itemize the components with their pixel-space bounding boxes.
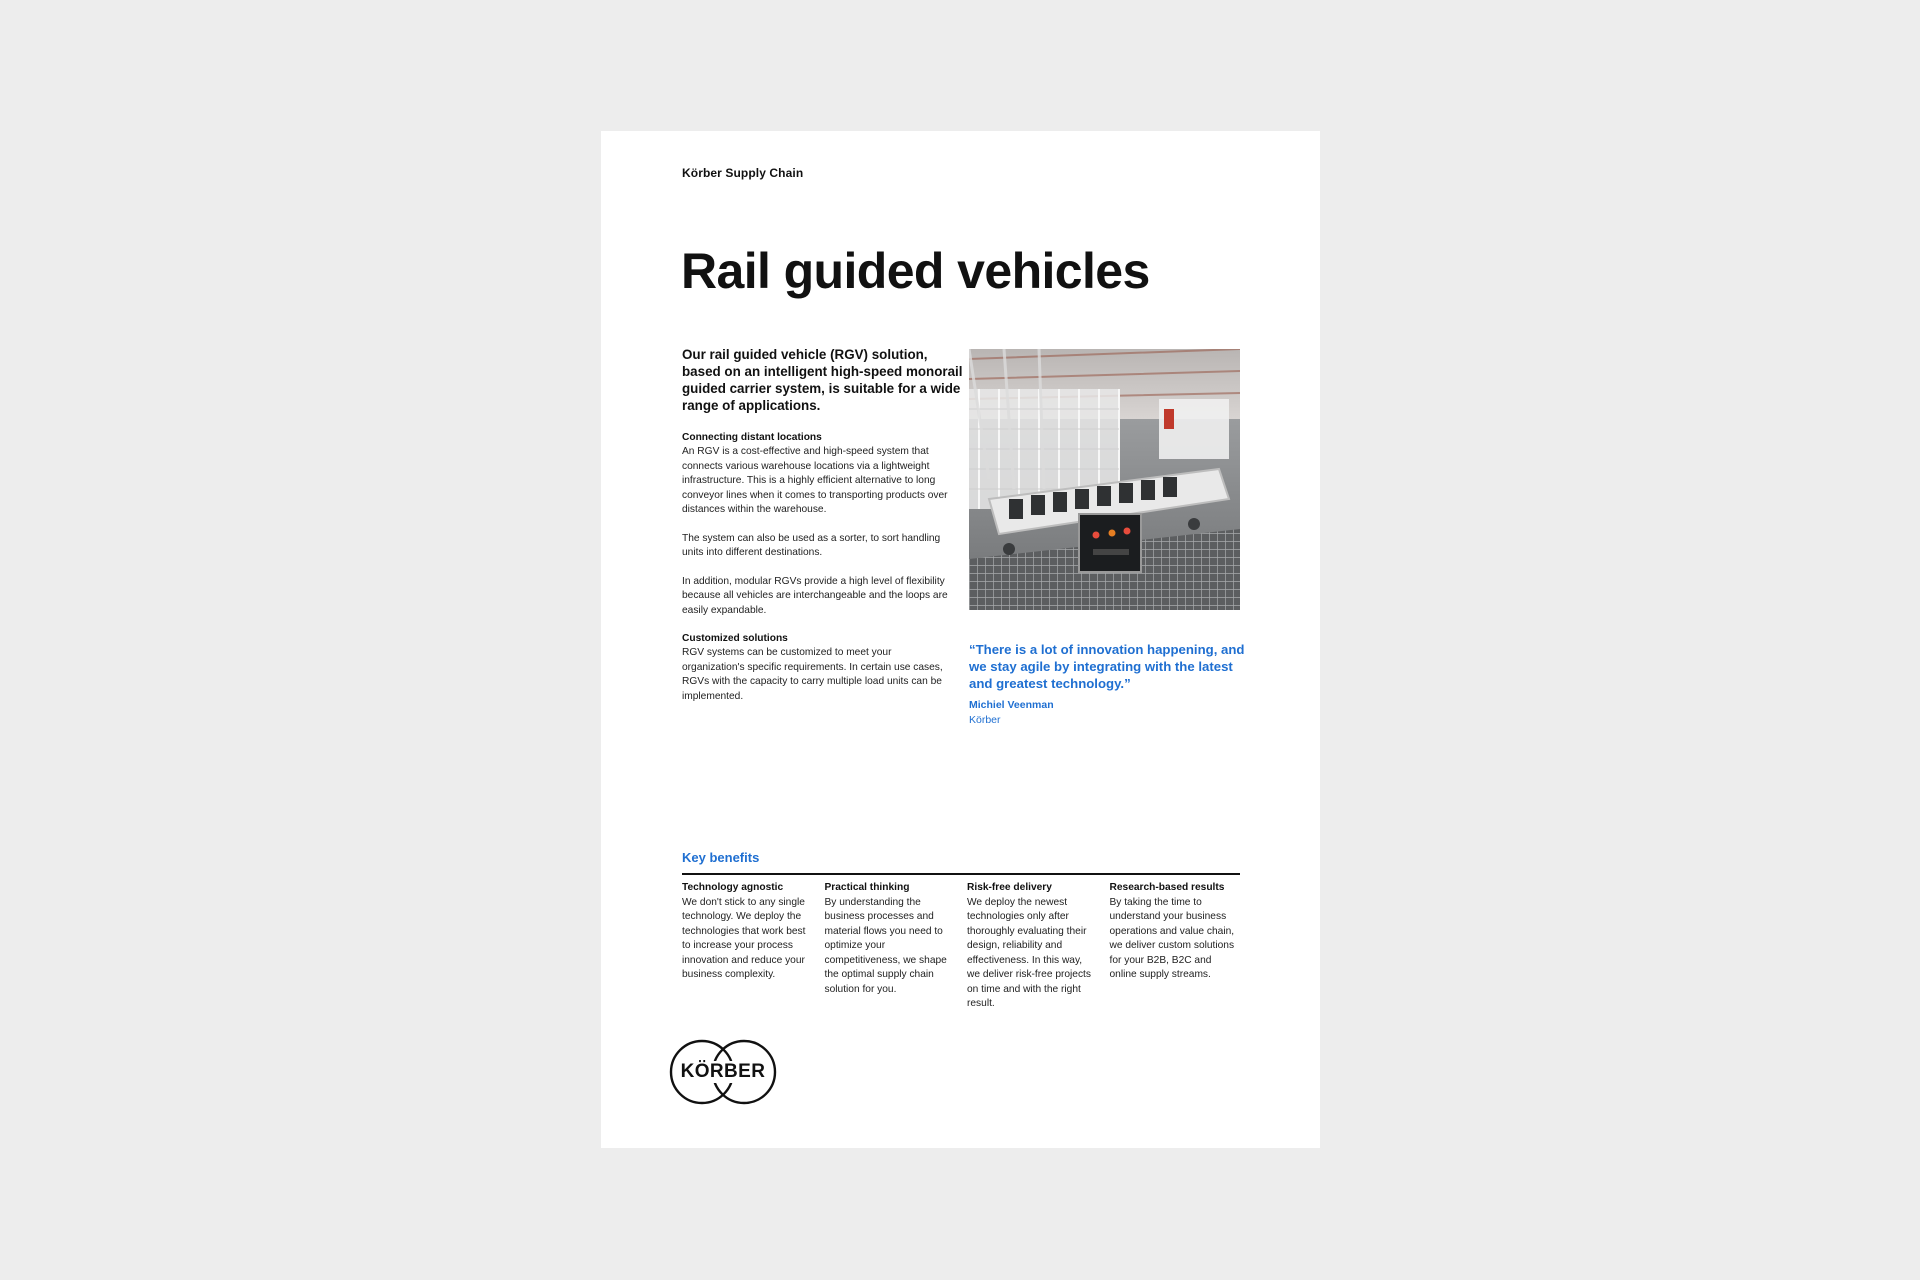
- brochure-page: [601, 131, 1320, 1148]
- section-paragraph: An RGV is a cost-effective and high-speed system that connects various warehouse locations via a lightweight infrastructure. This is a highly efficient alternative to long conveyor lines when it comes to transporting products over distances within the warehouse.: [682, 446, 948, 515]
- section-heading-customized: Customized solutions: [682, 633, 788, 644]
- benefit-item: [825, 881, 968, 1012]
- key-benefits-divider: [682, 873, 1240, 875]
- benefit-heading: Risk-free delivery: [967, 882, 1052, 893]
- key-benefits-title: Key benefits: [682, 850, 760, 865]
- korber-logo: [669, 1039, 777, 1105]
- quote-author: Michiel Veenman: [969, 699, 1054, 711]
- benefit-text: By taking the time to understand your business operations and value chain, we deliver custom solutions for your B2B, B2C and online supply streams.: [1109, 896, 1235, 980]
- section-heading-connecting: Connecting distant locations: [682, 432, 822, 443]
- key-benefits-list: [682, 881, 1252, 1012]
- benefit-item: [682, 881, 825, 1012]
- intro-paragraph: Our rail guided vehicle (RGV) solution, based on an intelligent high-speed monorail guided carrier system, is suitable for a wide range of applications.: [682, 347, 963, 413]
- benefit-text: We deploy the newest technologies only after thoroughly evaluating their design, reliability and effectiveness. In this way, we deliver risk-free projects on time and with the right result.: [967, 896, 1091, 1009]
- benefit-text: We don't stick to any single technology. We deploy the technologies that work best to increase your process innovation and reduce your business complexity.: [682, 896, 806, 980]
- logo-wordmark: KÖRBER: [680, 1061, 766, 1082]
- section-paragraph: RGV systems can be customized to meet your organization's specific requirements. In certain use cases, RGVs with the capacity to carry multiple load units can be implemented.: [682, 647, 943, 702]
- section-paragraph: The system can also be used as a sorter, to sort handling units into different destinations.: [682, 532, 941, 558]
- rgv-photo: [969, 349, 1240, 610]
- benefit-item: [967, 881, 1110, 1012]
- section-paragraph: In addition, modular RGVs provide a high level of flexibility because all vehicles are interchangeable and the loops are easily expandable.: [682, 575, 948, 616]
- benefit-heading: Practical thinking: [824, 882, 910, 893]
- quote-organization: Körber: [969, 714, 1001, 726]
- benefit-item: [1110, 881, 1253, 1012]
- page-title: Rail guided vehicles: [681, 243, 1150, 299]
- benefit-heading: Technology agnostic: [682, 882, 784, 893]
- brand-name: Körber Supply Chain: [682, 166, 804, 180]
- body-column: [682, 431, 954, 718]
- pull-quote: “There is a lot of innovation happening, and we stay agile by integrating with the latest and greatest technology.”: [969, 642, 1245, 691]
- benefit-text: By understanding the business processes and material flows you need to optimize your competitiveness, we shape the optimal supply chain solution for you.: [824, 896, 947, 995]
- benefit-heading: Research-based results: [1109, 882, 1225, 893]
